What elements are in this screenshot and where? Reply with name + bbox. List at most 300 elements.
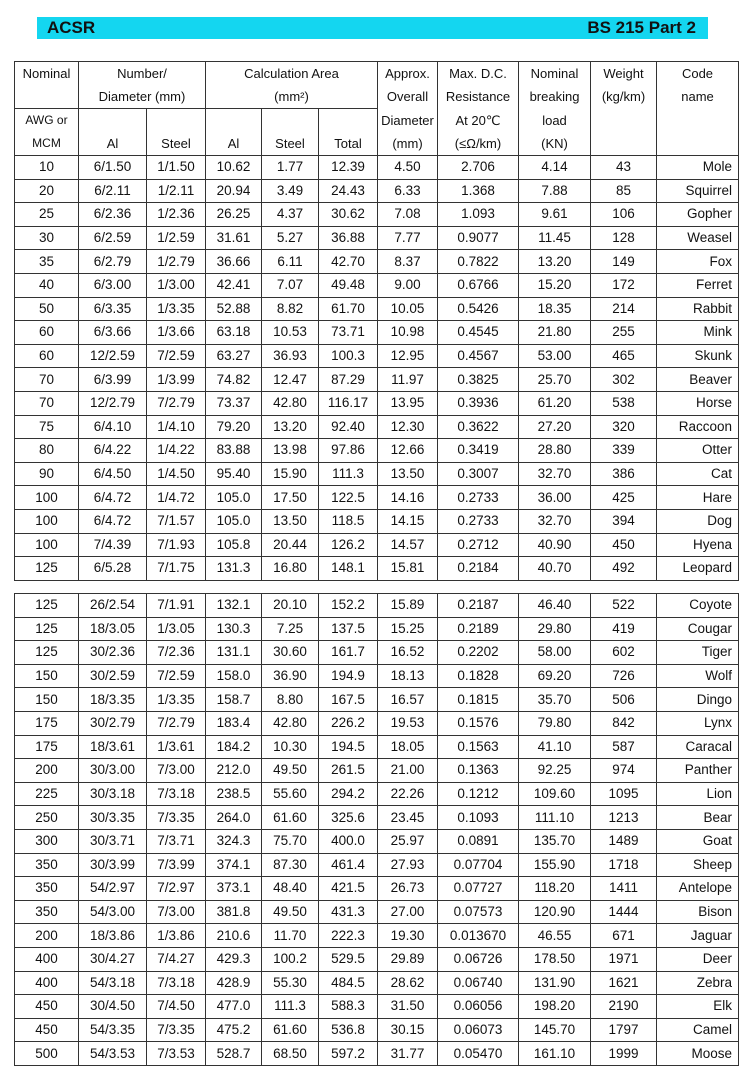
cell-area-steel: 111.3 [262, 995, 319, 1019]
cell-area-steel: 12.47 [262, 368, 319, 392]
cell-area-total: 137.5 [319, 617, 378, 641]
cell-weight: 2190 [591, 995, 657, 1019]
cell-breaking-load: 27.20 [519, 415, 591, 439]
cell-breaking-load: 40.70 [519, 557, 591, 581]
cell-weight: 149 [591, 250, 657, 274]
cell-resistance: 0.2733 [438, 509, 519, 533]
cell-al-wires: 54/3.18 [79, 971, 147, 995]
cell-area-total: 194.9 [319, 664, 378, 688]
cell-breaking-load: 79.80 [519, 711, 591, 735]
table-row [15, 439, 739, 463]
cell-nominal: 150 [15, 688, 79, 712]
cell-nominal: 350 [15, 853, 79, 877]
header-at20: At 20℃ [438, 109, 519, 133]
cell-area-total: 294.2 [319, 782, 378, 806]
cell-steel-wires: 7/1.57 [147, 509, 206, 533]
cell-breaking-load: 28.80 [519, 439, 591, 463]
header-awg: AWG or [15, 109, 79, 133]
table-row [15, 533, 739, 557]
cell-diameter: 21.00 [378, 759, 438, 783]
cell-al-wires: 6/2.11 [79, 179, 147, 203]
cell-area-steel: 11.70 [262, 924, 319, 948]
cell-code-name: Weasel [657, 226, 739, 250]
table-row [15, 250, 739, 274]
cell-nominal: 150 [15, 664, 79, 688]
cell-nominal: 40 [15, 273, 79, 297]
cell-al-wires: 12/2.59 [79, 344, 147, 368]
cell-resistance: 0.1093 [438, 806, 519, 830]
cell-area-total: 152.2 [319, 594, 378, 618]
cell-steel-wires: 7/1.93 [147, 533, 206, 557]
cell-code-name: Mole [657, 156, 739, 180]
cell-weight: 85 [591, 179, 657, 203]
cell-al-wires: 30/3.00 [79, 759, 147, 783]
cell-area-al: 105.0 [206, 486, 262, 510]
cell-area-steel: 16.80 [262, 557, 319, 581]
cell-code-name: Raccoon [657, 415, 739, 439]
cell-nominal: 350 [15, 877, 79, 901]
cell-steel-wires: 1/4.10 [147, 415, 206, 439]
cell-resistance: 0.06726 [438, 947, 519, 971]
cell-al-wires: 30/4.27 [79, 947, 147, 971]
cell-area-al: 264.0 [206, 806, 262, 830]
cell-area-total: 118.5 [319, 509, 378, 533]
table-row [15, 806, 739, 830]
cell-al-wires: 6/2.79 [79, 250, 147, 274]
cell-nominal: 400 [15, 971, 79, 995]
cell-area-total: 73.71 [319, 321, 378, 345]
cell-area-al: 477.0 [206, 995, 262, 1019]
table-row [15, 664, 739, 688]
header-kgkm: (kg/km) [591, 85, 657, 109]
cell-area-steel: 7.07 [262, 273, 319, 297]
cell-al-wires: 30/3.35 [79, 806, 147, 830]
cell-diameter: 23.45 [378, 806, 438, 830]
cell-breaking-load: 58.00 [519, 641, 591, 665]
table-row [15, 829, 739, 853]
cell-steel-wires: 1/3.35 [147, 297, 206, 321]
cell-area-steel: 1.77 [262, 156, 319, 180]
cell-resistance: 0.2202 [438, 641, 519, 665]
cell-area-total: 536.8 [319, 1018, 378, 1042]
cell-code-name: Bison [657, 900, 739, 924]
banner-title: ACSR [47, 18, 96, 37]
table-row [15, 368, 739, 392]
cell-weight: 128 [591, 226, 657, 250]
cell-steel-wires: 7/3.35 [147, 806, 206, 830]
cell-breaking-load: 32.70 [519, 462, 591, 486]
cell-area-total: 24.43 [319, 179, 378, 203]
cell-area-al: 131.1 [206, 641, 262, 665]
cell-weight: 450 [591, 533, 657, 557]
cell-resistance: 0.7822 [438, 250, 519, 274]
cell-diameter: 31.50 [378, 995, 438, 1019]
cell-area-al: 131.3 [206, 557, 262, 581]
cell-breaking-load: 25.70 [519, 368, 591, 392]
cell-resistance: 0.1363 [438, 759, 519, 783]
cell-area-total: 431.3 [319, 900, 378, 924]
header-calc-area: Calculation Area [206, 62, 378, 86]
header-approx: Approx. [378, 62, 438, 86]
cell-area-steel: 30.60 [262, 641, 319, 665]
cell-area-steel: 10.30 [262, 735, 319, 759]
cell-code-name: Dog [657, 509, 739, 533]
cell-al-wires: 12/2.79 [79, 391, 147, 415]
cell-al-wires: 18/3.86 [79, 924, 147, 948]
cell-breaking-load: 92.25 [519, 759, 591, 783]
header-code-blank [657, 109, 739, 133]
cell-code-name: Goat [657, 829, 739, 853]
cell-area-al: 528.7 [206, 1042, 262, 1066]
cell-area-total: 49.48 [319, 273, 378, 297]
cell-area-al: 324.3 [206, 829, 262, 853]
cell-weight: 1971 [591, 947, 657, 971]
cell-area-steel: 17.50 [262, 486, 319, 510]
cell-resistance: 0.6766 [438, 273, 519, 297]
cell-code-name: Dingo [657, 688, 739, 712]
cell-code-name: Ferret [657, 273, 739, 297]
cell-area-al: 210.6 [206, 924, 262, 948]
cell-nominal: 500 [15, 1042, 79, 1066]
cell-weight: 538 [591, 391, 657, 415]
cell-resistance: 0.9077 [438, 226, 519, 250]
cell-al-wires: 30/4.50 [79, 995, 147, 1019]
cell-steel-wires: 1/4.22 [147, 439, 206, 463]
cell-weight: 1999 [591, 1042, 657, 1066]
header-calc-unit: (mm²) [206, 85, 378, 109]
cell-area-steel: 61.60 [262, 806, 319, 830]
cell-resistance: 0.07573 [438, 900, 519, 924]
cell-code-name: Moose [657, 1042, 739, 1066]
cell-code-name: Panther [657, 759, 739, 783]
cell-resistance: 0.013670 [438, 924, 519, 948]
cell-area-total: 161.7 [319, 641, 378, 665]
cell-area-al: 238.5 [206, 782, 262, 806]
cell-area-al: 52.88 [206, 297, 262, 321]
header-nominal-breaking: Nominal [519, 62, 591, 86]
header-area-al-blank [206, 109, 262, 133]
table-row [15, 462, 739, 486]
cell-breaking-load: 111.10 [519, 806, 591, 830]
cell-area-total: 222.3 [319, 924, 378, 948]
cell-code-name: Camel [657, 1018, 739, 1042]
cell-code-name: Hare [657, 486, 739, 510]
cell-diameter: 12.66 [378, 439, 438, 463]
cell-weight: 465 [591, 344, 657, 368]
cell-nominal: 25 [15, 203, 79, 227]
table-row [15, 711, 739, 735]
table-row [15, 391, 739, 415]
cell-code-name: Beaver [657, 368, 739, 392]
cell-weight: 1095 [591, 782, 657, 806]
cell-resistance: 0.3825 [438, 368, 519, 392]
cell-area-steel: 48.40 [262, 877, 319, 901]
table-row [15, 226, 739, 250]
cell-area-al: 26.25 [206, 203, 262, 227]
cell-area-total: 42.70 [319, 250, 378, 274]
cell-area-total: 529.5 [319, 947, 378, 971]
cell-weight: 671 [591, 924, 657, 948]
cell-weight: 106 [591, 203, 657, 227]
cell-nominal: 60 [15, 344, 79, 368]
cell-area-total: 97.86 [319, 439, 378, 463]
cell-resistance: 1.368 [438, 179, 519, 203]
cell-al-wires: 6/3.00 [79, 273, 147, 297]
cell-nominal: 200 [15, 924, 79, 948]
cell-nominal: 350 [15, 900, 79, 924]
cell-breaking-load: 46.40 [519, 594, 591, 618]
cell-area-total: 122.5 [319, 486, 378, 510]
header-code: Code [657, 62, 739, 86]
cell-steel-wires: 1/2.79 [147, 250, 206, 274]
cell-weight: 492 [591, 557, 657, 581]
cell-al-wires: 6/1.50 [79, 156, 147, 180]
cell-area-al: 105.0 [206, 509, 262, 533]
cell-code-name: Cougar [657, 617, 739, 641]
cell-breaking-load: 69.20 [519, 664, 591, 688]
cell-nominal: 80 [15, 439, 79, 463]
cell-steel-wires: 7/2.97 [147, 877, 206, 901]
cell-steel-wires: 7/3.00 [147, 759, 206, 783]
cell-steel-wires: 7/2.36 [147, 641, 206, 665]
cell-area-al: 83.88 [206, 439, 262, 463]
cell-area-al: 429.3 [206, 947, 262, 971]
cell-area-al: 183.4 [206, 711, 262, 735]
cell-steel-wires: 1/3.66 [147, 321, 206, 345]
cell-al-wires: 18/3.05 [79, 617, 147, 641]
cell-nominal: 30 [15, 226, 79, 250]
cell-diameter: 27.00 [378, 900, 438, 924]
cell-nominal: 100 [15, 486, 79, 510]
table-row [15, 924, 739, 948]
cell-area-total: 92.40 [319, 415, 378, 439]
cell-diameter: 14.15 [378, 509, 438, 533]
header-steel-blank [147, 109, 206, 133]
table-group-2 [14, 593, 739, 1066]
cell-steel-wires: 7/3.35 [147, 1018, 206, 1042]
cell-area-total: 61.70 [319, 297, 378, 321]
cell-nominal: 250 [15, 806, 79, 830]
cell-al-wires: 26/2.54 [79, 594, 147, 618]
cell-steel-wires: 7/3.18 [147, 782, 206, 806]
cell-area-steel: 8.80 [262, 688, 319, 712]
header-diameter-mm: Diameter (mm) [79, 85, 206, 109]
cell-diameter: 29.89 [378, 947, 438, 971]
cell-area-steel: 20.10 [262, 594, 319, 618]
cell-resistance: 0.4545 [438, 321, 519, 345]
cell-nominal: 225 [15, 782, 79, 806]
cell-nominal: 70 [15, 368, 79, 392]
header-mcm: MCM [15, 132, 79, 156]
cell-diameter: 18.05 [378, 735, 438, 759]
header-name: name [657, 85, 739, 109]
cell-resistance: 0.1212 [438, 782, 519, 806]
cell-weight: 842 [591, 711, 657, 735]
cell-steel-wires: 1/3.86 [147, 924, 206, 948]
header-kn: (KN) [519, 132, 591, 156]
cell-area-al: 20.94 [206, 179, 262, 203]
cell-breaking-load: 11.45 [519, 226, 591, 250]
cell-steel-wires: 1/2.36 [147, 203, 206, 227]
header-nominal: Nominal [15, 62, 79, 86]
table-row [15, 321, 739, 345]
cell-al-wires: 30/3.99 [79, 853, 147, 877]
cell-area-total: 12.39 [319, 156, 378, 180]
cell-breaking-load: 4.14 [519, 156, 591, 180]
cell-area-al: 74.82 [206, 368, 262, 392]
cell-steel-wires: 1/3.61 [147, 735, 206, 759]
cell-resistance: 0.2189 [438, 617, 519, 641]
cell-al-wires: 30/3.71 [79, 829, 147, 853]
table-row [15, 273, 739, 297]
cell-steel-wires: 7/4.50 [147, 995, 206, 1019]
cell-steel-wires: 7/2.79 [147, 711, 206, 735]
cell-resistance: 0.05470 [438, 1042, 519, 1066]
cell-area-steel: 55.30 [262, 971, 319, 995]
cell-nominal: 300 [15, 829, 79, 853]
cell-breaking-load: 161.10 [519, 1042, 591, 1066]
cell-resistance: 0.1576 [438, 711, 519, 735]
table-row [15, 877, 739, 901]
cell-weight: 602 [591, 641, 657, 665]
cell-area-steel: 8.82 [262, 297, 319, 321]
header-nominal-cont [15, 85, 79, 109]
cell-code-name: Jaguar [657, 924, 739, 948]
cell-al-wires: 6/3.99 [79, 368, 147, 392]
cell-resistance: 0.1563 [438, 735, 519, 759]
cell-breaking-load: 61.20 [519, 391, 591, 415]
cell-area-al: 184.2 [206, 735, 262, 759]
cell-area-total: 597.2 [319, 1042, 378, 1066]
header-code-end [657, 132, 739, 156]
cell-breaking-load: 18.35 [519, 297, 591, 321]
cell-nominal: 70 [15, 391, 79, 415]
cell-resistance: 0.3007 [438, 462, 519, 486]
cell-code-name: Rabbit [657, 297, 739, 321]
cell-al-wires: 54/3.00 [79, 900, 147, 924]
cell-weight: 302 [591, 368, 657, 392]
cell-area-steel: 100.2 [262, 947, 319, 971]
cell-al-wires: 6/4.22 [79, 439, 147, 463]
cell-breaking-load: 131.90 [519, 971, 591, 995]
cell-nominal: 175 [15, 735, 79, 759]
cell-area-total: 461.4 [319, 853, 378, 877]
cell-steel-wires: 1/3.00 [147, 273, 206, 297]
cell-area-al: 428.9 [206, 971, 262, 995]
cell-area-steel: 36.93 [262, 344, 319, 368]
cell-steel-wires: 1/3.05 [147, 617, 206, 641]
cell-nominal: 125 [15, 641, 79, 665]
table-row [15, 203, 739, 227]
cell-steel-wires: 7/3.99 [147, 853, 206, 877]
header-area-al: Al [206, 132, 262, 156]
cell-resistance: 0.3419 [438, 439, 519, 463]
cell-breaking-load: 40.90 [519, 533, 591, 557]
cell-steel-wires: 1/1.50 [147, 156, 206, 180]
cell-al-wires: 6/3.66 [79, 321, 147, 345]
cell-weight: 425 [591, 486, 657, 510]
cell-diameter: 6.33 [378, 179, 438, 203]
cell-weight: 394 [591, 509, 657, 533]
cell-breaking-load: 135.70 [519, 829, 591, 853]
table-row [15, 179, 739, 203]
cell-breaking-load: 109.60 [519, 782, 591, 806]
cell-area-total: 261.5 [319, 759, 378, 783]
cell-diameter: 14.16 [378, 486, 438, 510]
cell-area-steel: 20.44 [262, 533, 319, 557]
cell-code-name: Lynx [657, 711, 739, 735]
cell-steel-wires: 7/2.79 [147, 391, 206, 415]
cell-diameter: 27.93 [378, 853, 438, 877]
cell-area-total: 111.3 [319, 462, 378, 486]
cell-al-wires: 6/5.28 [79, 557, 147, 581]
cell-code-name: Zebra [657, 971, 739, 995]
cell-breaking-load: 13.20 [519, 250, 591, 274]
cell-breaking-load: 46.55 [519, 924, 591, 948]
header-overall: Overall [378, 85, 438, 109]
cell-steel-wires: 7/2.59 [147, 344, 206, 368]
cell-code-name: Deer [657, 947, 739, 971]
cell-area-al: 73.37 [206, 391, 262, 415]
cell-steel-wires: 7/3.53 [147, 1042, 206, 1066]
cell-al-wires: 6/4.10 [79, 415, 147, 439]
cell-steel-wires: 1/4.72 [147, 486, 206, 510]
cell-code-name: Fox [657, 250, 739, 274]
cell-code-name: Wolf [657, 664, 739, 688]
table-row [15, 853, 739, 877]
cell-area-steel: 13.20 [262, 415, 319, 439]
cell-area-total: 226.2 [319, 711, 378, 735]
header-steel: Steel [147, 132, 206, 156]
cell-resistance: 0.06056 [438, 995, 519, 1019]
cell-code-name: Mink [657, 321, 739, 345]
cell-code-name: Gopher [657, 203, 739, 227]
cell-weight: 587 [591, 735, 657, 759]
table-row [15, 156, 739, 180]
cell-resistance: 0.2184 [438, 557, 519, 581]
cell-weight: 1444 [591, 900, 657, 924]
cell-area-total: 325.6 [319, 806, 378, 830]
cell-weight: 522 [591, 594, 657, 618]
cell-code-name: Bear [657, 806, 739, 830]
table-row [15, 1018, 739, 1042]
cell-code-name: Skunk [657, 344, 739, 368]
table-row [15, 344, 739, 368]
cell-al-wires: 6/4.72 [79, 509, 147, 533]
cell-steel-wires: 7/2.59 [147, 664, 206, 688]
cell-area-al: 79.20 [206, 415, 262, 439]
header-resistance: Resistance [438, 85, 519, 109]
cell-diameter: 19.30 [378, 924, 438, 948]
cell-steel-wires: 1/3.99 [147, 368, 206, 392]
table-row [15, 297, 739, 321]
cell-area-steel: 6.11 [262, 250, 319, 274]
cell-area-al: 36.66 [206, 250, 262, 274]
cell-resistance: 0.06740 [438, 971, 519, 995]
cell-resistance: 0.4567 [438, 344, 519, 368]
table-row [15, 557, 739, 581]
cell-diameter: 10.05 [378, 297, 438, 321]
cell-diameter: 26.73 [378, 877, 438, 901]
cell-area-total: 116.17 [319, 391, 378, 415]
cell-area-al: 95.40 [206, 462, 262, 486]
cell-area-steel: 15.90 [262, 462, 319, 486]
header-diameter: Diameter [378, 109, 438, 133]
cell-area-steel: 75.70 [262, 829, 319, 853]
cell-area-steel: 42.80 [262, 711, 319, 735]
cell-nominal: 90 [15, 462, 79, 486]
cell-area-total: 36.88 [319, 226, 378, 250]
